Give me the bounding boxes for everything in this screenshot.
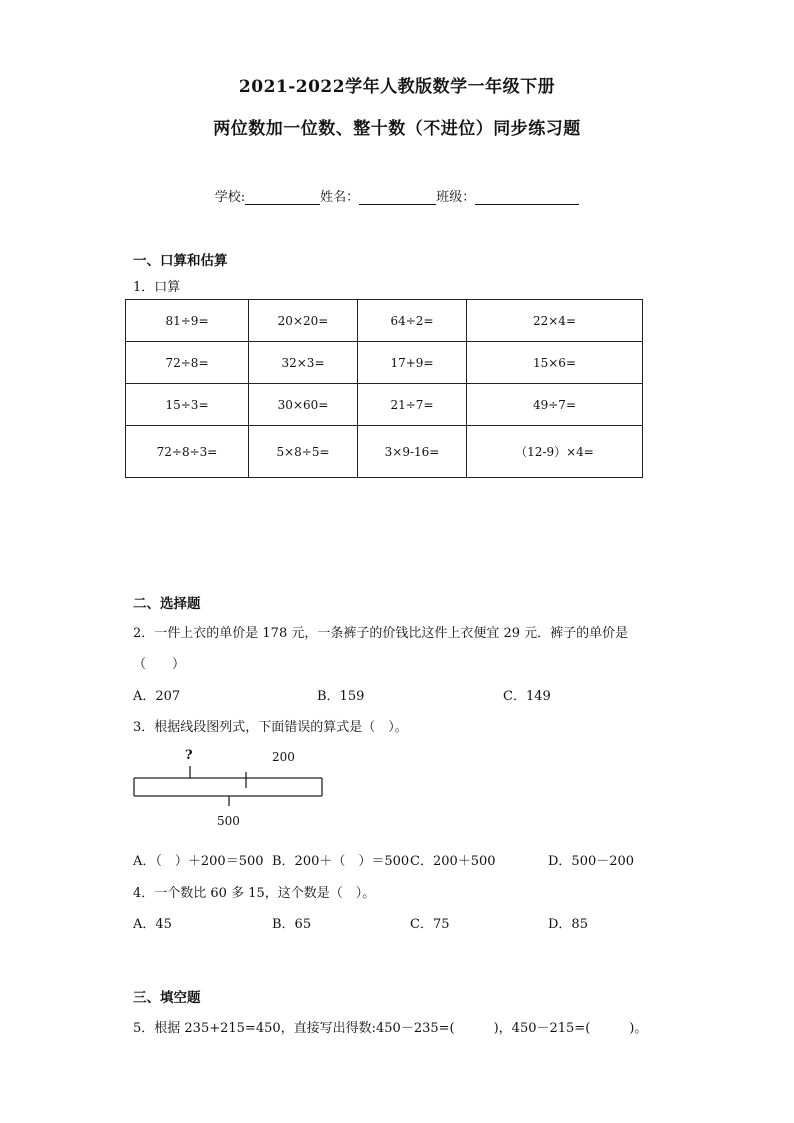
q5-text: 5．根据 235+215=450，直接写出得数:450－235=( )，450－215=( )。	[133, 1021, 648, 1036]
q2-answer-blank[interactable]: （ ）	[133, 657, 186, 672]
school-label: 学校:	[214, 190, 246, 205]
q3-option-a[interactable]: A．（ ）＋200＝500	[133, 854, 264, 869]
unknown-label: ?	[185, 748, 193, 763]
calc-cell: 17+9=	[358, 342, 467, 384]
calc-cell: 3×9-16=	[358, 426, 467, 478]
total-label: 500	[217, 814, 240, 828]
q4-option-c[interactable]: C．75	[410, 917, 450, 932]
worksheet-title-line1: 2021-2022学年人教版数学一年级下册	[238, 77, 556, 97]
calc-cell: 15÷3=	[126, 384, 249, 426]
calc-cell: 15×6=	[467, 342, 643, 384]
worksheet-title-line2: 两位数加一位数、整十数（不进位）同步练习题	[213, 119, 581, 139]
q3-option-c[interactable]: C．200＋500	[410, 854, 496, 869]
calc-cell: 49÷7=	[467, 384, 643, 426]
q3-text: 3．根据线段图列式，下面错误的算式是（ ）。	[133, 720, 408, 735]
section2-heading: 二、选择题	[133, 596, 201, 612]
mental-math-table	[125, 299, 643, 478]
class-label: 班级：	[436, 190, 476, 205]
calc-cell: 30×60=	[249, 384, 358, 426]
calc-cell: 72÷8=	[126, 342, 249, 384]
q4-option-b[interactable]: B．65	[272, 917, 312, 932]
q2-option-a[interactable]: A．207	[133, 689, 181, 704]
school-blank[interactable]	[245, 190, 320, 205]
name-label: 姓名：	[320, 190, 360, 205]
calc-cell: 22×4=	[467, 300, 643, 342]
q4-option-a[interactable]: A．45	[133, 917, 172, 932]
student-info-row	[0, 186, 794, 205]
q4-option-d[interactable]: D．85	[548, 917, 588, 932]
calc-cell: 81÷9=	[126, 300, 249, 342]
class-blank[interactable]	[475, 190, 579, 205]
calc-cell: 32×3=	[249, 342, 358, 384]
q2-option-b[interactable]: B．159	[317, 689, 365, 704]
calc-cell: 21÷7=	[358, 384, 467, 426]
q3-option-b[interactable]: B．200＋（ ）＝500	[272, 854, 410, 869]
section1-heading: 一、口算和估算	[133, 253, 228, 269]
q4-text: 4．一个数比 60 多 15，这个数是（ ）。	[133, 886, 376, 901]
calc-cell: 5×8÷5=	[249, 426, 358, 478]
calc-cell: 20×20=	[249, 300, 358, 342]
q2-option-c[interactable]: C．149	[503, 689, 551, 704]
section3-heading: 三、填空题	[133, 990, 201, 1006]
calc-cell: 72÷8÷3=	[126, 426, 249, 478]
q1-label: 1．口算	[133, 280, 181, 295]
name-blank[interactable]	[359, 190, 436, 205]
calc-cell: （12-9）×4=	[467, 426, 643, 478]
part-label: 200	[272, 750, 295, 764]
q2-text: 2．一件上衣的单价是 178 元，一条裤子的价钱比这件上衣便宜 29 元．裤子的单价是	[133, 626, 629, 641]
segment-diagram	[128, 748, 328, 833]
q3-option-d[interactable]: D．500－200	[548, 854, 635, 869]
calc-cell: 64÷2=	[358, 300, 467, 342]
